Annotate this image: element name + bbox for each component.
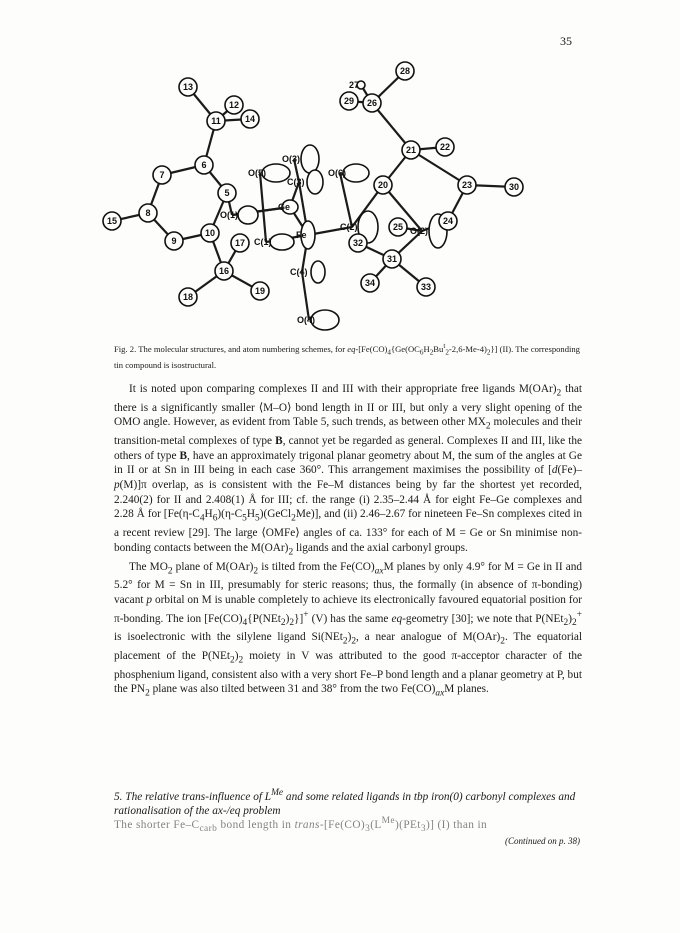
atom-c4 (290, 261, 325, 283)
atom-label: 26 (366, 98, 378, 108)
atom-22 (436, 138, 454, 156)
atom-label: C(4) (290, 267, 308, 277)
atom-label: 24 (442, 216, 454, 226)
atom-label: 16 (218, 266, 230, 276)
atom-label: 20 (377, 180, 389, 190)
atom-label: C(3) (287, 177, 305, 187)
paragraph-1: It is noted upon comparing complexes II and III with their appropriate free ligands $M(OAr)_2$ that there is a significantly smaller ⟨M–O⟩ bond length in II or III, but only a very slight opening of the OMO angle. However, as evident from Table 5, such trends, as between other $MX_2$ molecules and their transition-metal complexes of type B, cannot yet be regarded as general. Complexes II and III, like the others of type B, have an approximately trigonal planar geometry about M, the sum of the angles at Ge in II or at Sn in III being in each case 360°. This arrangement maximises the possibility of [d(Fe)–p(M)]π overlap, as is consistent with the Fe–M distances being by far the shortest yet recorded, 2.240(2) for II and 2.408(1) Å for III; cf. the range (i) 2.35–2.44 Å for eight Fe–Ge complexes and 2.28 Å for $[Fe(\eta-C_4H_6)(\eta-C_5H_5)(GeCl_2Me)]$, and (ii) 2.46–2.67 for nineteen Fe–Sn complexes cited in a recent review [29]. The large ⟨OMFe⟩ angles of ca. 133° for each of M = Ge or Sn minimise non-bonding contacts between the $M(OAr)_2$ ligands and the axial carbonyl groups. (114, 383, 583, 557)
atom-label: 23 (461, 180, 473, 190)
bond-21 (260, 173, 266, 242)
atom-label: C(1) (254, 237, 272, 247)
atom-label: 10 (204, 228, 216, 238)
atom-21 (402, 141, 420, 159)
atom-7 (153, 166, 171, 184)
atom-label: O(2) (410, 226, 428, 236)
atom-label: 14 (244, 114, 256, 124)
atom-5 (218, 184, 236, 202)
atom-o4 (297, 310, 339, 330)
atom-label: O(6) (328, 168, 346, 178)
atom-24 (439, 212, 457, 230)
bond-25 (302, 272, 309, 320)
atom-label: 27 (349, 80, 360, 90)
continued-note: (Continued on p. 38) (505, 836, 580, 846)
body-text (114, 382, 582, 701)
atom-26 (363, 94, 381, 112)
atom-fe (296, 221, 315, 249)
atom-10 (201, 224, 219, 242)
atom-6 (195, 156, 213, 174)
bond-39 (411, 150, 467, 185)
atom-8 (139, 204, 157, 222)
atom-label: 31 (386, 254, 398, 264)
atom-label: 11 (211, 116, 221, 126)
atom-o6 (328, 164, 369, 182)
section-heading: 5. The relative trans-influence of $L^{Me}$ and some related ligands in tbp iron(0) carbonyl complexes and rationalisation of the ax-/eq problem (114, 788, 576, 818)
atom-17 (231, 234, 249, 252)
ortep-diagram (100, 55, 570, 330)
atom-19 (251, 282, 269, 300)
atom-label: 15 (106, 216, 118, 226)
clipped-text-line: The shorter $Fe-C_{carb}$ bond length in trans-$[Fe(CO)_3(L^{Me})(PEt_3)]$ (I) than in (114, 816, 488, 835)
atom-label: 18 (182, 292, 194, 302)
atom-label: O(5) (248, 168, 266, 178)
atom-label: 13 (182, 82, 194, 92)
atom-label: 6 (201, 160, 207, 170)
atom-13 (179, 78, 197, 96)
atom-label: 30 (508, 182, 520, 192)
atom-label: 5 (224, 188, 230, 198)
atom-label: 12 (228, 100, 240, 110)
atom-label: C(2) (340, 222, 358, 232)
molecular-structure-figure (100, 55, 570, 330)
atom-14 (241, 110, 259, 128)
atom-34 (361, 274, 379, 292)
atom-28 (396, 62, 414, 80)
atom-label: 8 (145, 208, 151, 218)
atom-30 (505, 178, 523, 196)
atom-label: 22 (439, 142, 451, 152)
atom-label: Fe (296, 230, 307, 240)
page-number: 35 (560, 34, 572, 48)
atom-label: 29 (343, 96, 355, 106)
atom-label: 9 (171, 236, 177, 246)
atom-label: 19 (254, 286, 266, 296)
paragraph-2: The $MO_2$ plane of $M(OAr)_2$ is tilted from the $Fe(CO)_{ax}M$ planes by only 4.9° for M = Ge in II and 5.2° for M = Sn in III, presumably for steric reasons; thus, the formally (in absence of π-bonding) vacant p orbital on M is unable completely to achieve its electronically favoured equatorial position for π-bonding. The ion $[Fe(CO)_4\{P(NEt_2)_2\}]^+$ (V) has the same eq-geometry [30]; we note that $P(NEt_2)_2^+$ is isoelectronic with the silylene ligand $Si(NEt_2)_2$, a near analogue of $M(OAr)_2$. The equatorial placement of the $P(NEt_2)_2$ moiety in V was attributed to the good π-acceptor character of the phosphenium ligand, consistent also with a very short Fe–P bond length and a planar geometry at P, but the $PN_2$ plane was also tilted between 31 and 38° from the two $Fe(CO)_{ax}M$ planes. (114, 560, 583, 699)
atom-c3 (287, 170, 323, 194)
atom-ge (278, 200, 298, 214)
atom-29 (340, 92, 358, 110)
atom-label: O(3) (282, 154, 300, 164)
atom-label: Ge (278, 202, 291, 212)
atom-27 (349, 80, 365, 90)
atom-15 (103, 212, 121, 230)
atom-11 (207, 112, 225, 130)
atom-9 (165, 232, 183, 250)
atom-label: 28 (399, 66, 411, 76)
atom-label: 7 (159, 170, 165, 180)
atom-label: 21 (405, 145, 417, 155)
atom-label: 34 (364, 278, 376, 288)
figure-caption: Fig. 2. The molecular structures, and atom numbering schemes, for $eq-[Fe(CO)_4\{Ge(OC_6H_2Bu^t_2-2,6-Me-4)_2\}]$ (II). The corresponding tin compound is isostructural. (114, 342, 580, 370)
bond-lines (112, 71, 514, 320)
atom-16 (215, 262, 233, 280)
atom-25 (389, 218, 407, 236)
atom-32 (349, 234, 367, 252)
atom-c1 (254, 234, 294, 250)
atom-o5 (248, 164, 290, 182)
atom-label: 33 (420, 282, 432, 292)
atom-31 (383, 250, 401, 268)
atom-o1 (220, 206, 258, 224)
atom-33 (417, 278, 435, 296)
atom-label: O(1) (220, 210, 238, 220)
atom-label: 25 (392, 222, 404, 232)
atom-18 (179, 288, 197, 306)
atom-23 (458, 176, 476, 194)
atom-label: 32 (352, 238, 364, 248)
atom-12 (225, 96, 243, 114)
atom-20 (374, 176, 392, 194)
atom-label: 17 (234, 238, 246, 248)
atom-label: O(4) (297, 315, 315, 325)
